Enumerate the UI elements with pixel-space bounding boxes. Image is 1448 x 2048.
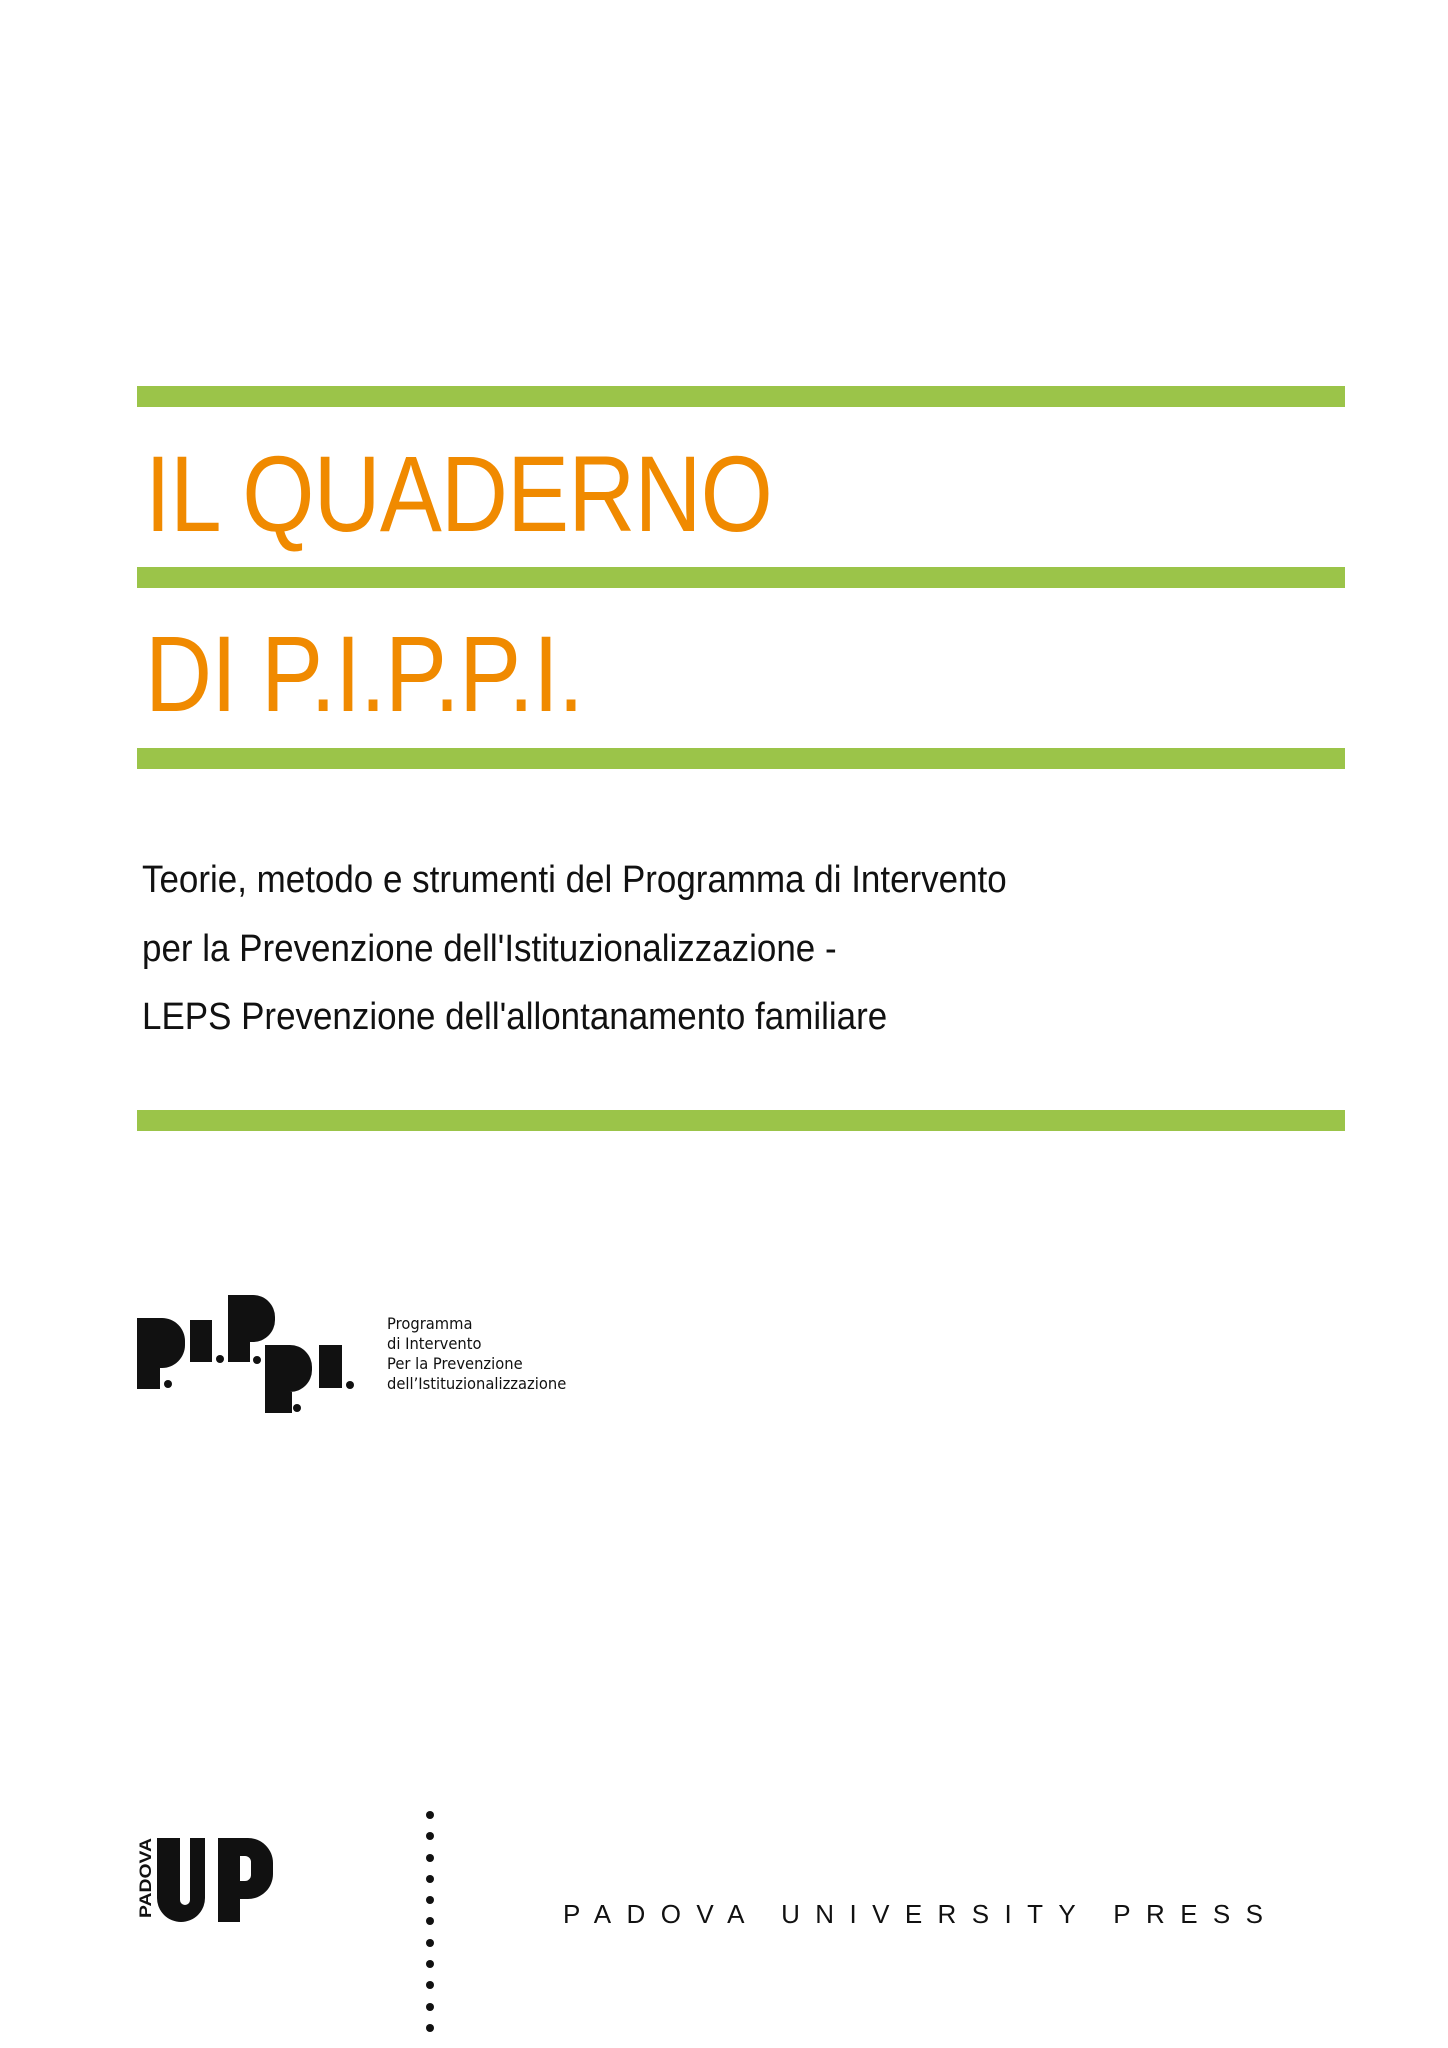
- caption-line-4: dell’Istituzionalizzazione: [387, 1374, 567, 1393]
- subtitle-line-2: per la Prevenzione dell'Istituzionalizzazione -: [142, 927, 837, 970]
- caption-line-3: Per la Prevenzione: [387, 1354, 523, 1373]
- subtitle: [142, 846, 1007, 1052]
- pippi-logo-caption: [387, 1314, 566, 1394]
- padova-vertical-text: PADOVA: [136, 1847, 155, 1918]
- title-line-2: DI P.I.P.P.I.: [145, 613, 584, 734]
- divider-bar-middle: [137, 567, 1345, 588]
- divider-bar-lower: [137, 748, 1345, 769]
- caption-line-2: di Intervento: [387, 1334, 482, 1353]
- dotted-divider: [426, 1811, 434, 2045]
- subtitle-line-3: LEPS Prevenzione dell'allontanamento familiare: [142, 996, 888, 1038]
- subtitle-line-1: Teorie, metodo e strumenti del Programma di Intervento: [142, 859, 1007, 901]
- padova-up-logo-icon: [136, 1836, 276, 1928]
- publisher-name: PADOVA UNIVERSITY PRESS: [563, 1899, 1279, 1929]
- divider-bar-bottom: [137, 1110, 1345, 1131]
- divider-bar-top: [137, 386, 1345, 407]
- title-line-1: IL QUADERNO: [145, 433, 773, 554]
- caption-line-1: Programma: [387, 1314, 473, 1333]
